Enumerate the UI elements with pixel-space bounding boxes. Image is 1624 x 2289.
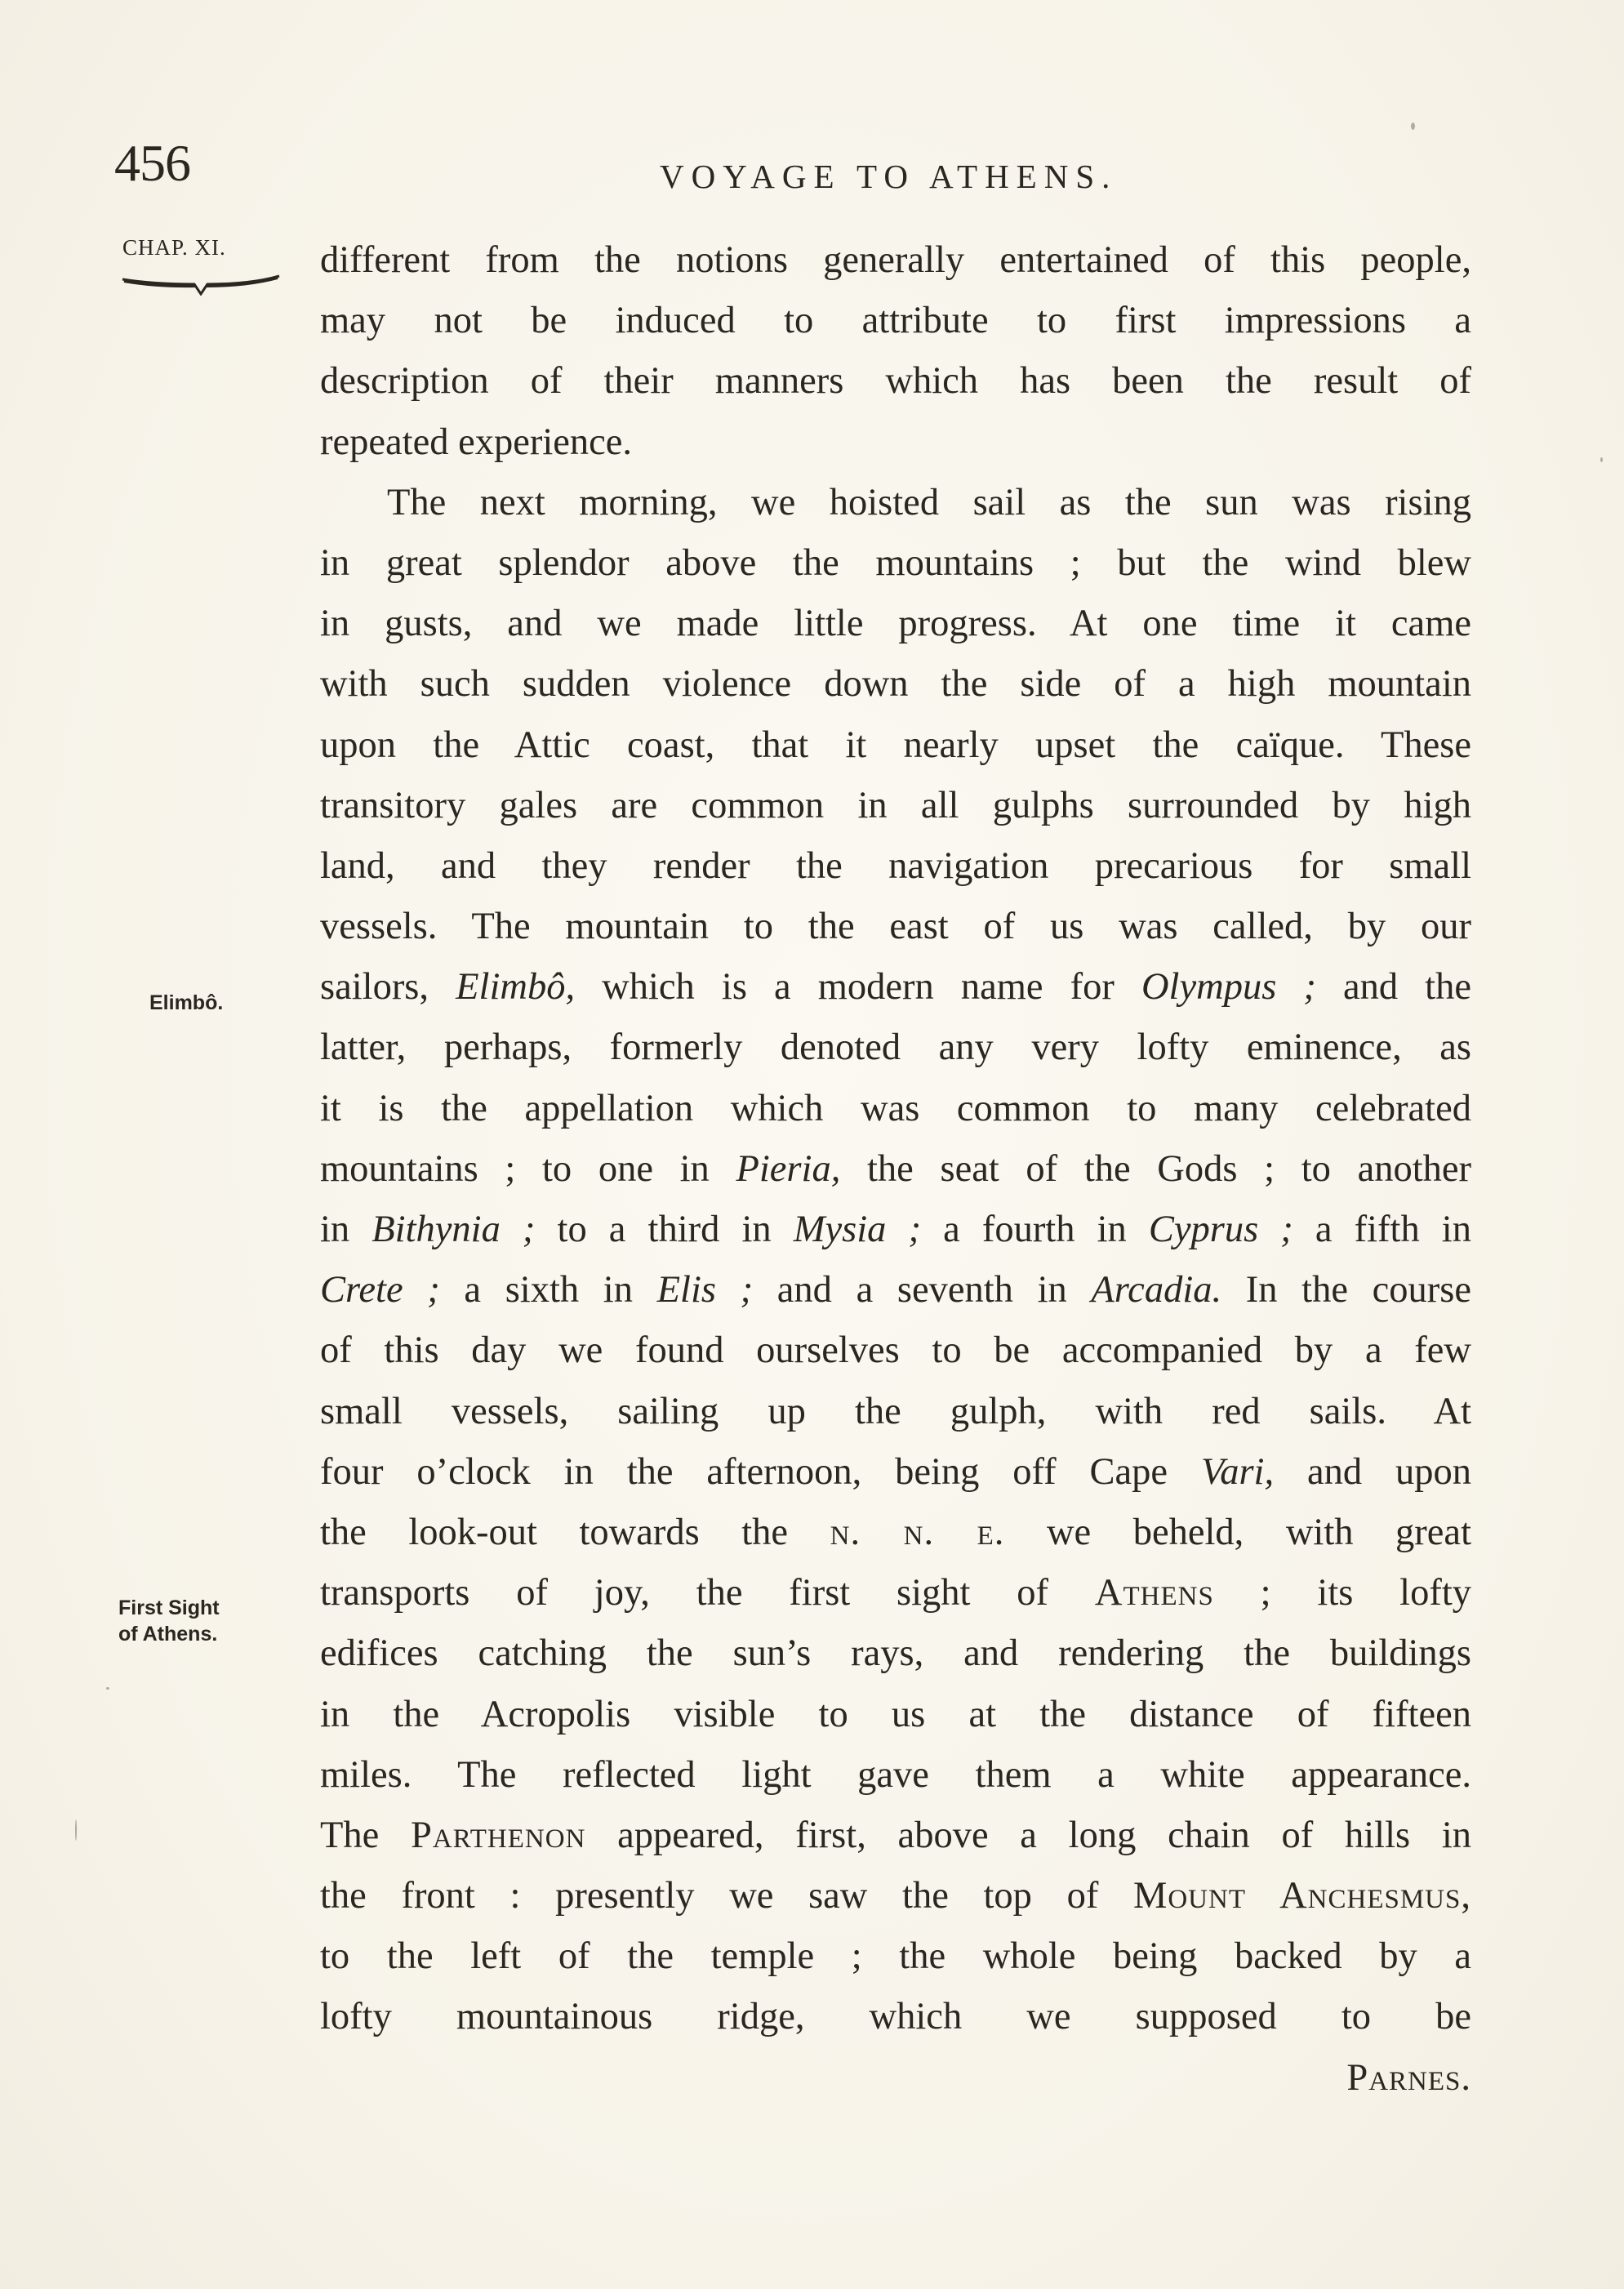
text-line: description of their manners which has been the result of	[320, 360, 1471, 403]
italic-place-name: Mysia ;	[793, 1209, 921, 1250]
text-line: it is the appellation which was common to many celebrated	[320, 1087, 1471, 1129]
italic-place-name: Cyprus ;	[1148, 1209, 1293, 1250]
text-run: the look-out towards the	[320, 1511, 830, 1553]
text-line: latter, perhaps, formerly denoted any very lofty eminence, as	[320, 1026, 1471, 1069]
text-run: a fourth in	[920, 1209, 1149, 1250]
italic-place-name: Olympus ;	[1141, 966, 1316, 1009]
text-line: may not be induced to attribute to first impressions a	[320, 300, 1471, 342]
text-line: land, and they render the navigation precarious for small	[320, 844, 1471, 887]
text-run: in	[320, 1209, 372, 1250]
text-line: small vessels, sailing up the gulph, with red sails. At	[320, 1390, 1471, 1432]
small-caps-run: n. n. e.	[830, 1511, 1005, 1553]
italic-place-name: Vari,	[1200, 1450, 1275, 1493]
text-run: ; its lofty	[1213, 1572, 1471, 1614]
text-line: upon the Attic coast, that it nearly upset the caïque. These	[320, 724, 1471, 766]
italic-place-name: Elimbô,	[456, 966, 576, 1009]
text-line	[320, 1866, 1471, 1926]
text-line	[320, 1503, 1471, 1563]
text-line: vessels. The mountain to the east of us was called, by our	[320, 906, 1471, 948]
italic-place-name: Crete ;	[320, 1269, 440, 1311]
text-line	[320, 1563, 1471, 1623]
text-run: a fifth in	[1293, 1209, 1471, 1250]
text-line	[320, 1200, 1471, 1260]
text-run: transports of joy, the first sight of	[320, 1572, 1095, 1614]
ink-speck	[1600, 457, 1603, 462]
italic-place-name: Pieria,	[736, 1147, 841, 1190]
text-line: lofty mountainous ridge, which we supposed to be	[320, 1996, 1471, 2038]
text-run: the front : presently we saw the top of	[320, 1875, 1133, 1917]
running-title: VOYAGE TO ATHENS.	[660, 158, 1118, 195]
text-run: to a third in	[535, 1209, 794, 1250]
text-line: miles. The reflected light gave them a white appearance.	[320, 1753, 1471, 1796]
text-line: different from the notions generally entertained of this people,	[320, 239, 1471, 281]
margin-note-line: of Athens.	[118, 1623, 218, 1645]
text-line: in great splendor above the mountains ; but the wind blew	[320, 541, 1471, 584]
small-caps-run: Athens	[1094, 1572, 1214, 1614]
chapter-brace-icon	[121, 268, 281, 296]
text-run: appeared, first, above a long chain of hills in	[585, 1814, 1471, 1856]
small-caps-run: Mount Anchesmus,	[1132, 1875, 1471, 1917]
italic-place-name: Elis ;	[656, 1269, 754, 1311]
text-run: and the	[1315, 966, 1471, 1009]
text-run: the seat of the Gods ; to another	[840, 1147, 1471, 1190]
ink-speck	[106, 1687, 109, 1690]
text-line: transitory gales are common in all gulphs surrounded by high	[320, 784, 1471, 826]
text-run: and upon	[1274, 1450, 1471, 1493]
text-run: sailors,	[320, 966, 456, 1009]
italic-place-name: Arcadia.	[1091, 1269, 1222, 1311]
text-line: in gusts, and we made little progress. At one time it came	[320, 603, 1471, 645]
text-run: which is a modern name for	[575, 966, 1141, 1009]
body-text	[320, 230, 1471, 2109]
text-line: in the Acropolis visible to us at the distance of fifteen	[320, 1693, 1471, 1735]
text-line: of this day we found ourselves to be accompanied by a few	[320, 1329, 1471, 1372]
text-run: mountains ; to one in	[320, 1147, 736, 1190]
text-line: The next morning, we hoisted sail as the sun was rising	[387, 481, 1471, 523]
ink-speck	[75, 1819, 77, 1841]
text-line	[320, 957, 1471, 1018]
text-run: we beheld, with great	[1004, 1511, 1471, 1553]
italic-place-name: Bithynia ;	[372, 1209, 536, 1250]
text-line: edifices catching the sun’s rays, and rendering the buildings	[320, 1632, 1471, 1675]
page-number: 456	[114, 134, 190, 192]
text-line	[320, 1806, 1471, 1866]
text-run: four o’clock in the afternoon, being off Cape	[320, 1450, 1201, 1493]
ink-speck	[1411, 122, 1415, 130]
text-run: a sixth in	[439, 1269, 657, 1311]
text-line	[320, 1139, 1471, 1200]
margin-note-line: First Sight	[118, 1597, 220, 1619]
margin-note-elimbo: Elimbô.	[149, 991, 224, 1014]
text-line: with such sudden violence down the side of a high mountain	[320, 663, 1471, 706]
text-line: to the left of the temple ; the whole being backed by a	[320, 1935, 1471, 1978]
text-run: In the course	[1221, 1269, 1472, 1311]
text-line	[320, 1260, 1471, 1320]
catchword: Parnes.	[1346, 2056, 1471, 2099]
text-run: and a seventh in	[753, 1269, 1092, 1311]
text-line: repeated experience.	[320, 421, 633, 463]
text-run: The	[320, 1814, 412, 1856]
chapter-label: CHAP. XI.	[122, 235, 226, 260]
text-line	[320, 1442, 1471, 1503]
margin-note-first-sight	[118, 1595, 220, 1647]
small-caps-run: Parthenon	[411, 1814, 586, 1856]
